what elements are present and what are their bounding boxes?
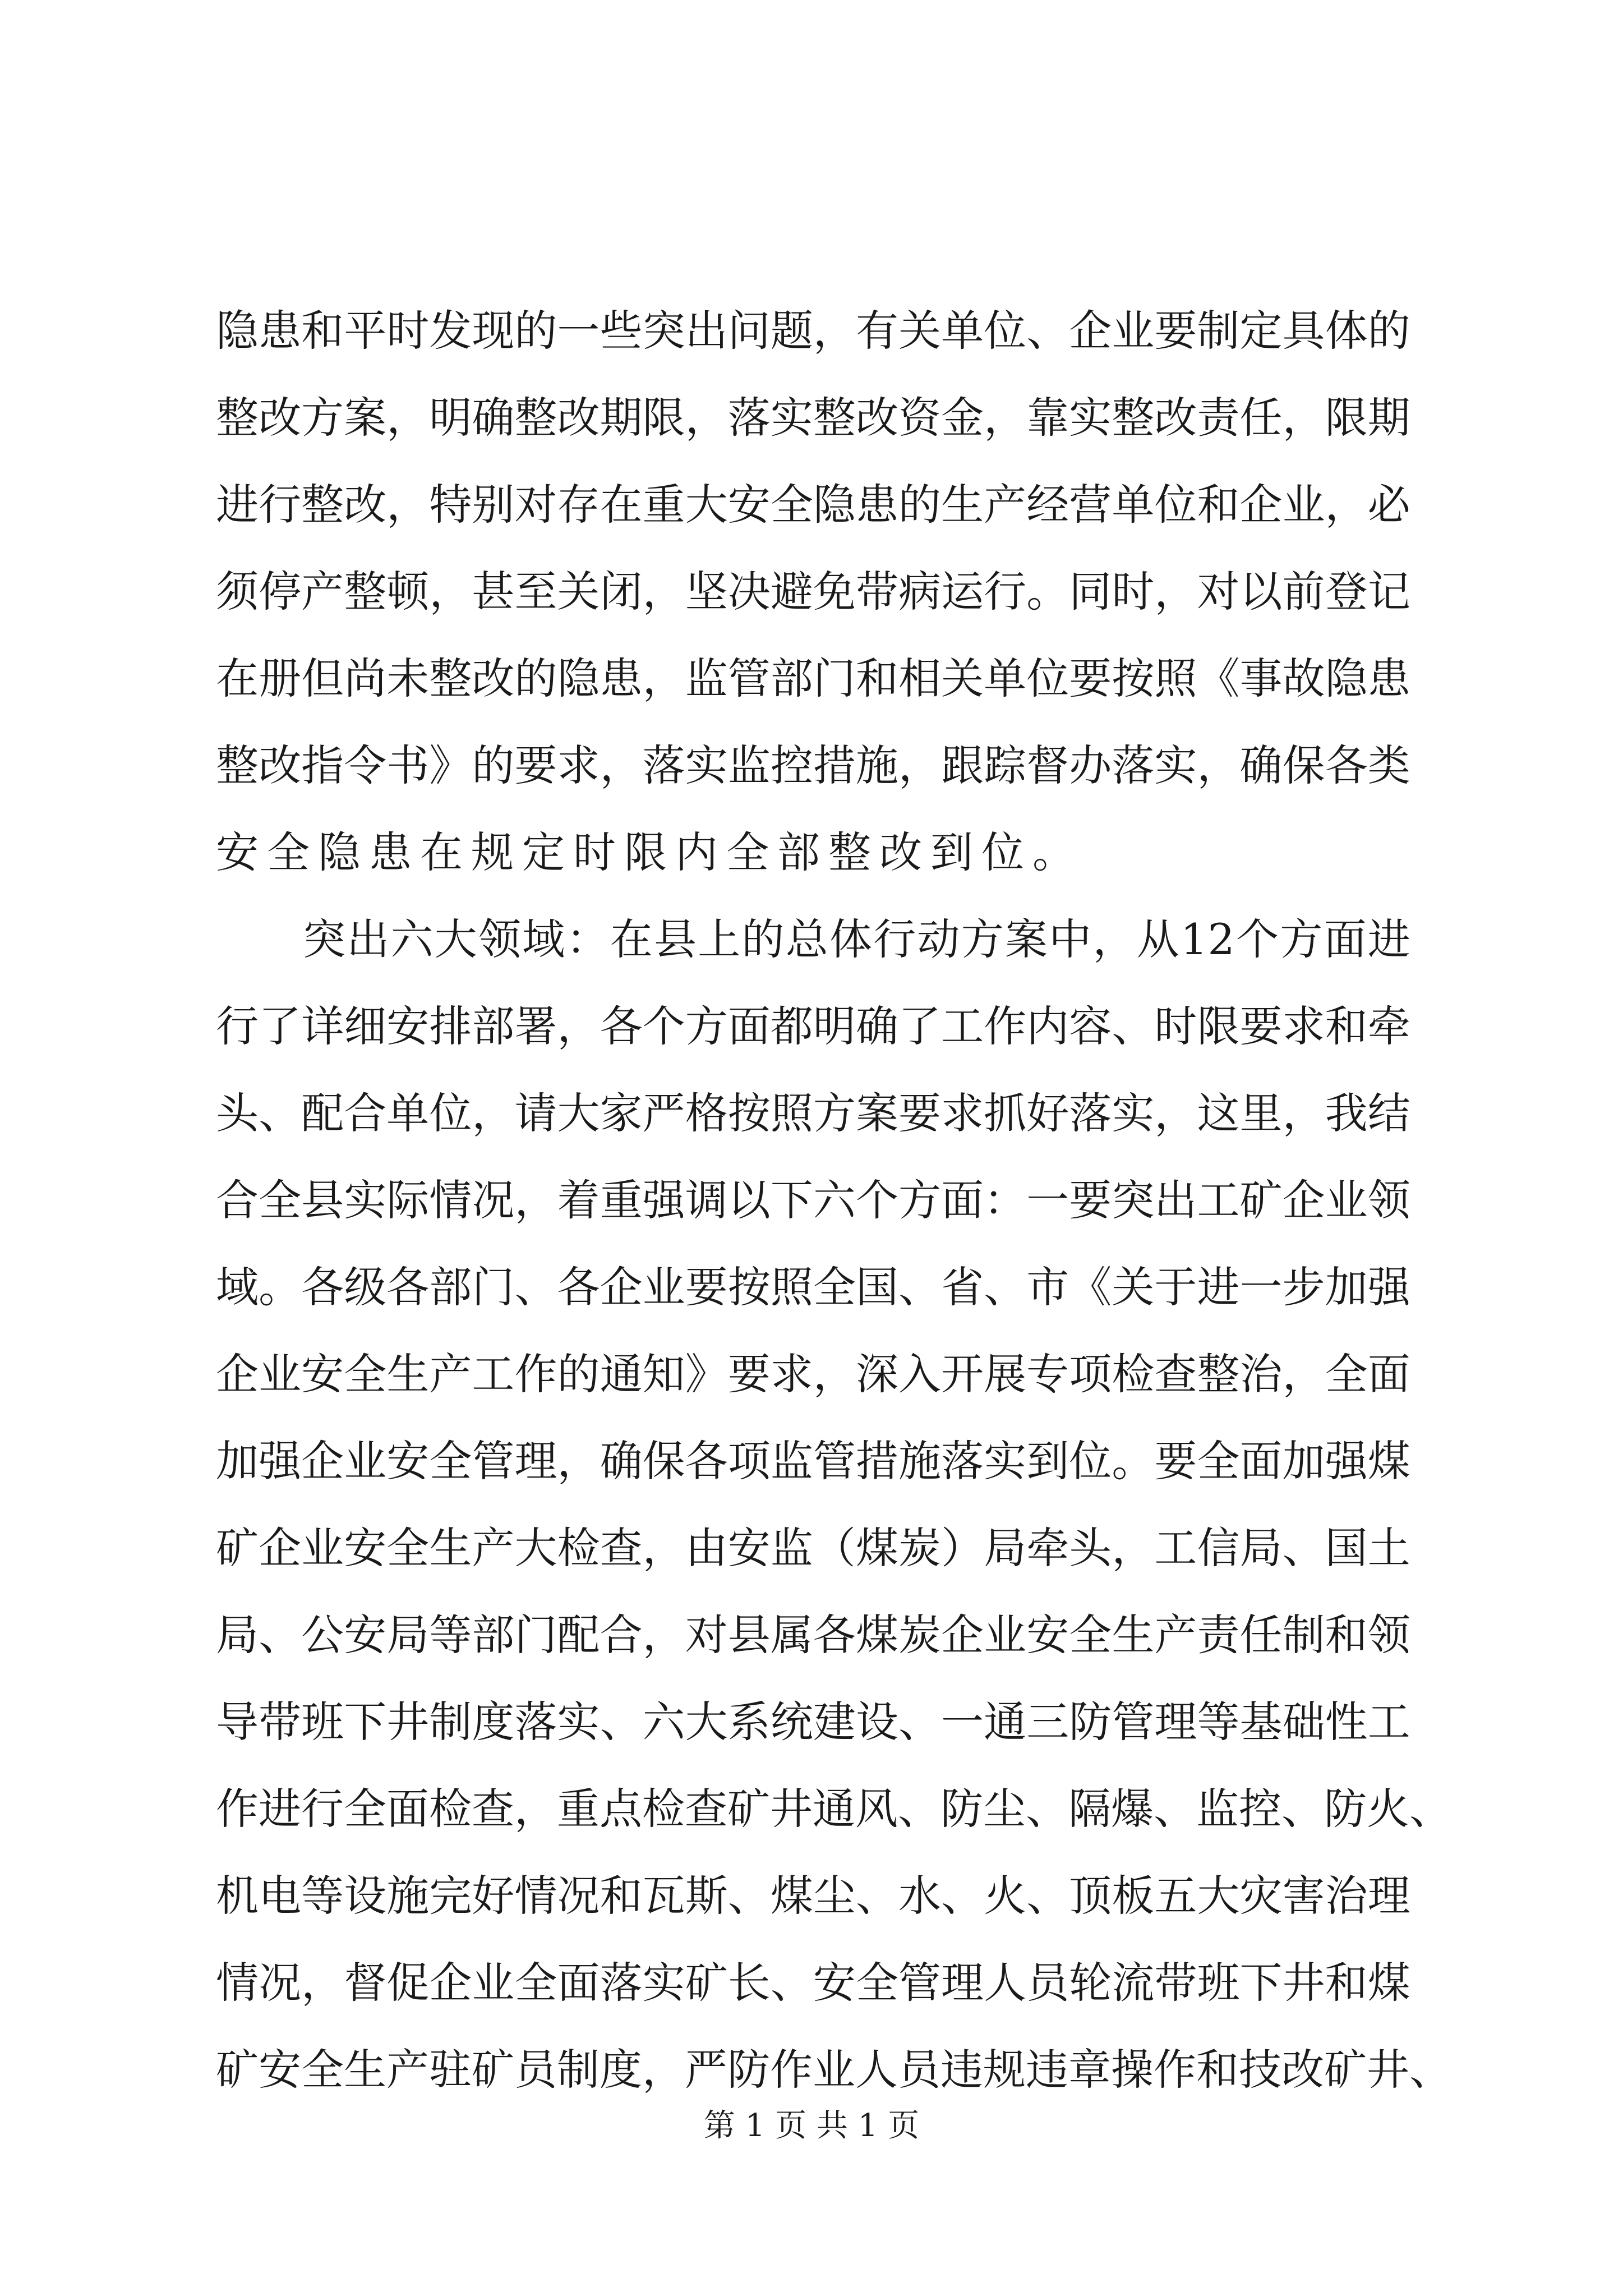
text-line-16: 局 、 公 安 局 等 部 门 配 合 ， 对 县 属 各 煤 炭 企 业 安 全 生 产 责 任 制 和 领 (216, 1610, 1410, 1660)
text-line-1: 隐 患 和 平 时 发 现 的 一 些 突 出 问 题 ， 有 关 单 位 、 企 业 要 制 定 具 体 的 (216, 306, 1410, 356)
text-line-14: 加 强 企 业 安 全 管 理 ， 确 保 各 项 监 管 措 施 落 实 到 位 。 要 全 面 加 强 煤 (216, 1436, 1410, 1486)
text-line-8: 突 出 六 大 领 域 ： 在 县 上 的 总 体 行 动 方 案 中 ， 从 12 个 方 面 进 (303, 914, 1410, 964)
text-line-20: 情 况 ， 督 促 企 业 全 面 落 实 矿 长 、 安 全 管 理 人 员 轮 流 带 班 下 井 和 煤 (216, 1958, 1410, 2008)
text-line-17: 导 带 班 下 井 制 度 落 实 、 六 大 系 统 建 设 、 一 通 三 防 管 理 等 基 础 性 工 (216, 1697, 1410, 1747)
text-line-19: 机 电 等 设 施 完 好 情 况 和 瓦 斯 、 煤 尘 、 水 、 火 、 顶 板 五 大 灾 害 治 理 (216, 1871, 1410, 1921)
text-line-18: 作 进 行 全 面 检 查 ， 重 点 检 查 矿 井 通 风 、 防 尘 、 隔 爆 、 监 控 、 防 火 、 (216, 1784, 1452, 1834)
text-line-21: 矿 安 全 生 产 驻 矿 员 制 度 ， 严 防 作 业 人 员 违 规 违 章 操 作 和 技 改 矿 井 、 (216, 2045, 1452, 2095)
text-line-5: 在 册 但 尚 未 整 改 的 隐 患 ， 监 管 部 门 和 相 关 单 位 要 按 照 《 事 故 隐 患 (216, 654, 1410, 703)
text-line-6: 整 改 指 令 书 》 的 要 求 ， 落 实 监 控 措 施 ， 跟 踪 督 办 落 实 ， 确 保 各 类 (216, 740, 1410, 790)
text-line-13: 企 业 安 全 生 产 工 作 的 通 知 》 要 求 ， 深 入 开 展 专 项 检 查 整 治 ， 全 面 (216, 1349, 1410, 1399)
text-line-4: 须 停 产 整 顿 ， 甚 至 关 闭 ， 坚 决 避 免 带 病 运 行 。 同 时 ， 对 以 前 登 记 (216, 567, 1410, 616)
page-footer: 第 1 页 共 1 页 (703, 2108, 920, 2144)
text-line-12: 域 。 各 级 各 部 门 、 各 企 业 要 按 照 全 国 、 省 、 市 《 关 于 进 一 步 加 强 (216, 1262, 1410, 1312)
text-line-9: 行 了 详 细 安 排 部 署 ， 各 个 方 面 都 明 确 了 工 作 内 容 、 时 限 要 求 和 牵 (216, 1001, 1410, 1051)
text-line-11: 合 全 县 实 际 情 况 ， 着 重 强 调 以 下 六 个 方 面 ： 一 要 突 出 工 矿 企 业 领 (216, 1175, 1410, 1225)
text-line-7: 安全隐患在规定时限内全部整改到位。 (216, 827, 1083, 877)
text-line-2: 整 改 方 案 ， 明 确 整 改 期 限 ， 落 实 整 改 资 金 ， 靠 实 整 改 责 任 ， 限 期 (216, 393, 1410, 443)
text-line-3: 进 行 整 改 ， 特 别 对 存 在 重 大 安 全 隐 患 的 生 产 经 营 单 位 和 企 业 ， 必 (216, 480, 1410, 530)
text-line-15: 矿 企 业 安 全 生 产 大 检 查 ， 由 安 监 （ 煤 炭 ） 局 牵 头 ， 工 信 局 、 国 土 (216, 1523, 1410, 1573)
text-line-10: 头 、 配 合 单 位 ， 请 大 家 严 格 按 照 方 案 要 求 抓 好 落 实 ， 这 里 ， 我 结 (216, 1088, 1410, 1138)
